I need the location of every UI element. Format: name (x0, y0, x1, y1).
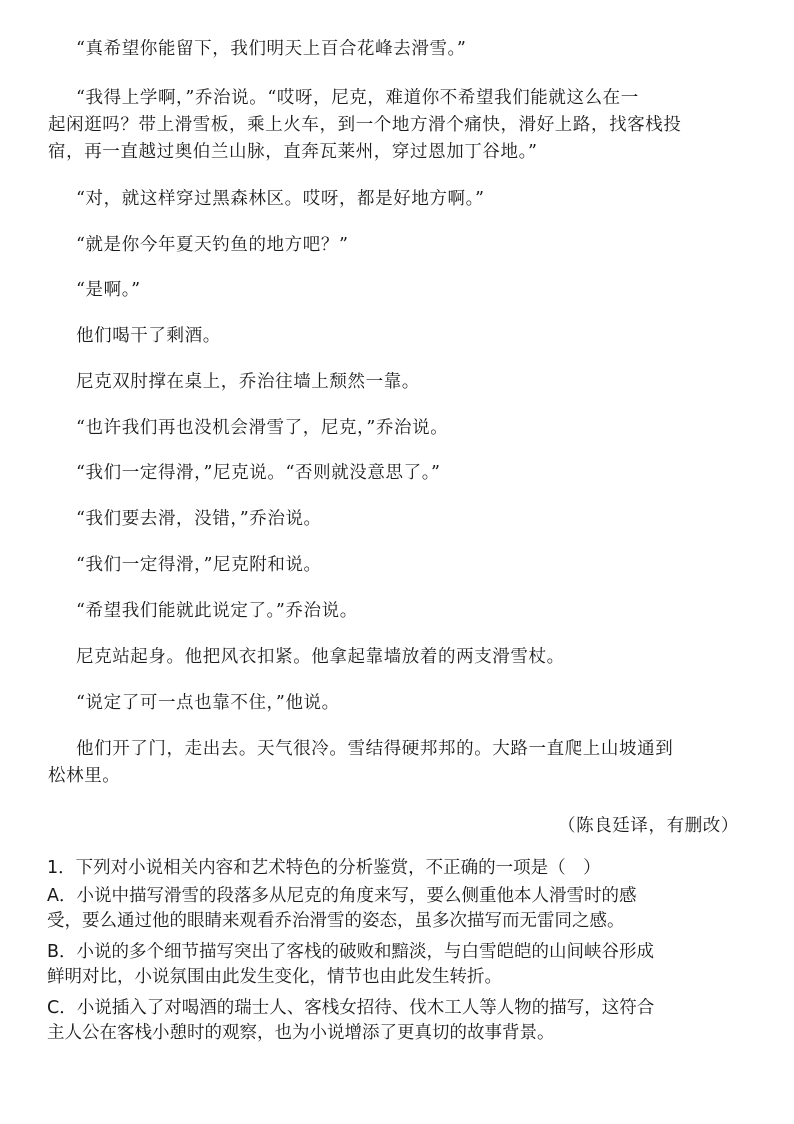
passage-paragraph: “就是你今年夏天钓鱼的地方吧？” (76, 235, 349, 255)
passage-paragraph: “我得上学啊，”乔治说。“哎呀，尼克，难道你不希望我们能就这么在一 (76, 88, 639, 108)
passage-paragraph: “我们一定得滑，”尼克附和说。 (76, 555, 322, 575)
passage-paragraph: 他们开了门，走出去。天气很冷。雪结得硬邦邦的。大路一直爬上山坡通到 (76, 739, 674, 759)
passage-paragraph: “我们要去滑，没错，”乔治说。 (76, 509, 322, 529)
option-b-line: 鲜明对比，小说氛围由此发生变化，情节也由此发生转折。 (47, 967, 502, 987)
option-c-line: 主人公在客栈小憩时的观察，也为小说增添了更真切的故事背景。 (47, 1023, 555, 1043)
passage-paragraph-continued: 松林里。 (48, 766, 121, 786)
passage-paragraph: 尼克站起身。他把风衣扣紧。他拿起靠墙放着的两支滑雪杖。 (76, 647, 565, 667)
passage-paragraph: 他们喝干了剩酒。 (76, 326, 221, 346)
question-stem: 1．下列对小说相关内容和艺术特色的分析鉴赏，不正确的一项是（ ） (47, 858, 601, 878)
passage-paragraph: “是啊。” (76, 280, 141, 300)
passage-paragraph: “对，就这样穿过黑森林区。哎呀，都是好地方啊。” (76, 189, 485, 209)
passage-paragraph: “真希望你能留下，我们明天上百合花峰去滑雪。” (76, 39, 467, 59)
passage-paragraph: “也许我们再也没机会滑雪了，尼克，”乔治说。 (76, 418, 449, 438)
translation-source: （陈良廷译，有删改） (558, 816, 739, 836)
passage-paragraph-continued: 起闲逛吗？带上滑雪板，乘上火车，到一个地方滑个痛快，滑好上路，找客栈投 (48, 115, 682, 135)
passage-paragraph: “我们一定得滑，”尼克说。“否则就没意思了。” (76, 463, 441, 483)
option-a-line: A．小说中描写滑雪的段落多从尼克的角度来写，要么侧重他本人滑雪时的感 (47, 886, 637, 906)
option-a-line: 受，要么通过他的眼睛来观看乔治滑雪的姿态，虽多次描写而无雷同之感。 (47, 911, 625, 931)
option-b-line: B．小说的多个细节描写突出了客栈的破败和黯淡，与白雪皑皑的山间峡谷形成 (47, 942, 655, 962)
passage-paragraph: “希望我们能就此说定了。”乔治说。 (76, 601, 358, 621)
passage-paragraph: “说定了可一点也靠不住，”他说。 (76, 693, 340, 713)
passage-paragraph-continued: 宿，再一直越过奥伯兰山脉，直奔瓦莱州，穿过恩加丁谷地。” (48, 142, 538, 162)
passage-paragraph: 尼克双肘撑在桌上，乔治往墙上颓然一靠。 (76, 372, 420, 392)
option-c-line: C．小说插入了对喝酒的瑞士人、客栈女招待、伐木工人等人物的描写，这符合 (47, 998, 655, 1018)
